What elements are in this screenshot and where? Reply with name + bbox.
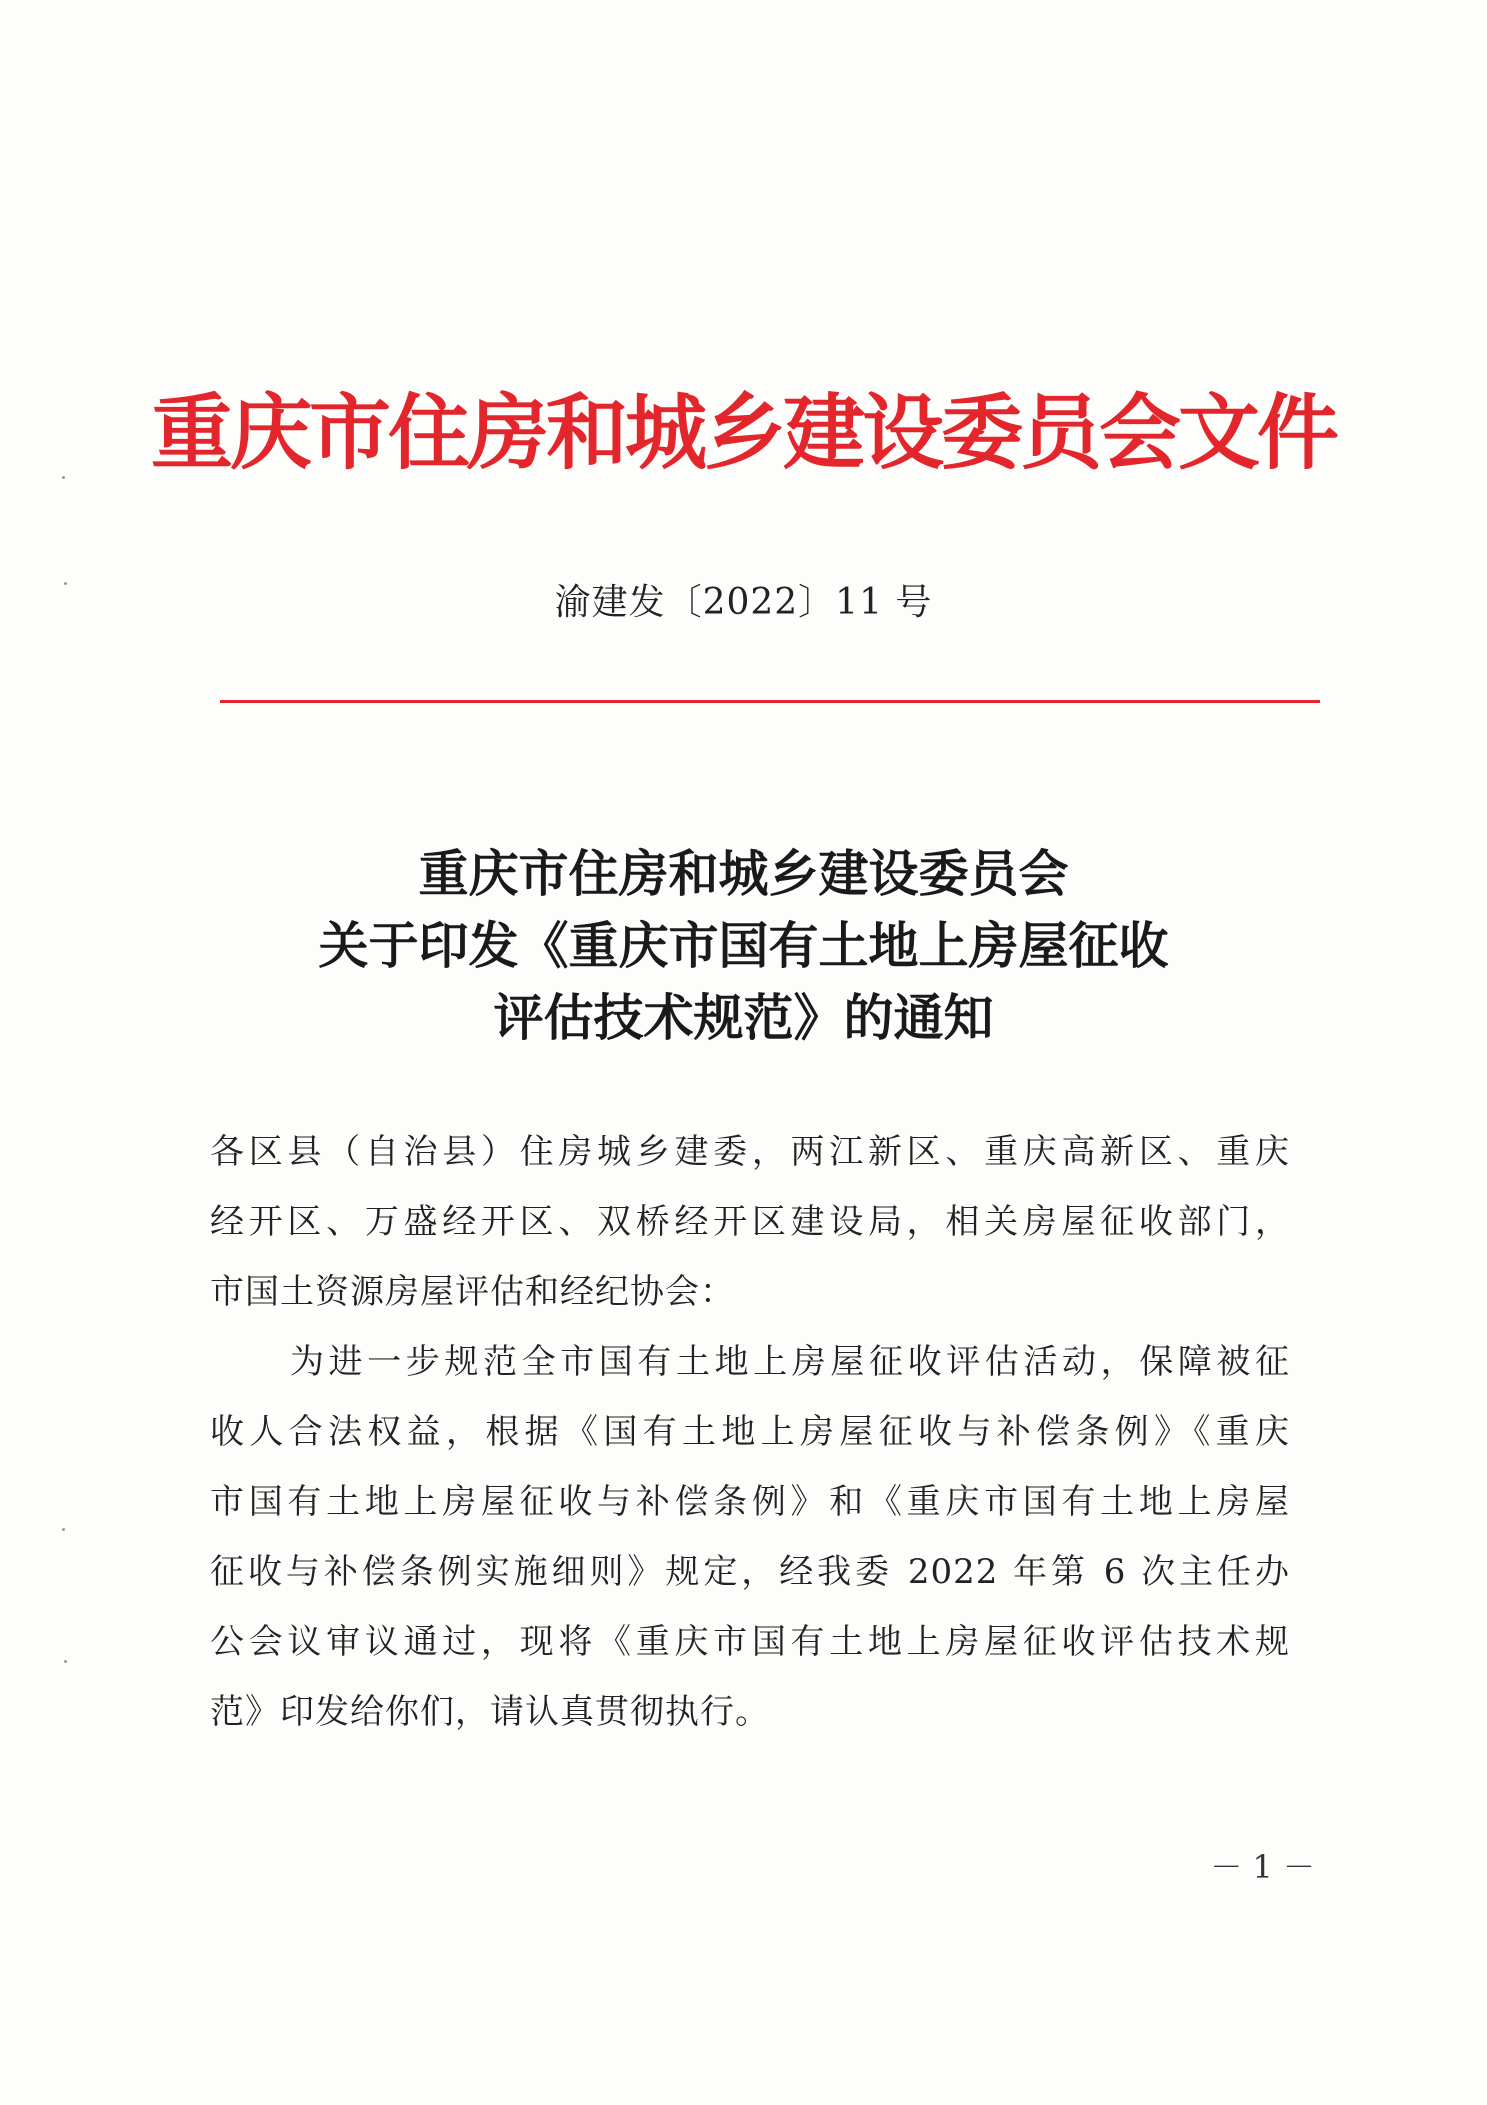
addressee-line: 市国土资源房屋评估和经纪协会： <box>210 1272 735 1312</box>
addressee-line: 经开区、万盛经开区、双桥经开区建设局，相关房屋征收部门， <box>210 1202 1290 1242</box>
notice-title <box>0 838 1487 1054</box>
body-line: 市国有土地上房屋征收与补偿条例》和《重庆市国有土地上房屋 <box>210 1482 1290 1522</box>
title-line: 重庆市住房和城乡建设委员会 <box>418 844 1069 903</box>
body-line: 为进一步规范全市国有土地上房屋征收评估活动，保障被征 <box>290 1342 1290 1382</box>
title-line: 评估技术规范》的通知 <box>493 988 994 1047</box>
title-line: 关于印发《重庆市国有土地上房屋征收 <box>318 916 1169 975</box>
scan-speck <box>62 1528 65 1531</box>
scan-speck <box>62 476 65 479</box>
body-line: 范》印发给你们，请认真贯彻执行。 <box>210 1692 770 1732</box>
addressee-line: 各区县（自治县）住房城乡建委，两江新区、重庆高新区、重庆 <box>210 1132 1290 1172</box>
body-line: 公会议审议通过，现将《重庆市国有土地上房屋征收评估技术规 <box>210 1622 1290 1662</box>
document-number: 渝建发〔2022〕11 号 <box>554 582 933 623</box>
body-line: 征收与补偿条例实施细则》规定，经我委 2022 年第 6 次主任办 <box>210 1552 1290 1592</box>
issuer-header: 重庆市住房和城乡建设委员会文件 <box>150 385 1336 481</box>
page-number: － 1 － <box>1210 1848 1315 1886</box>
body-line: 收人合法权益，根据《国有土地上房屋征收与补偿条例》《重庆 <box>210 1412 1290 1452</box>
notice-body <box>210 1117 1290 1747</box>
red-divider-line <box>220 700 1320 703</box>
scan-speck <box>64 1660 67 1663</box>
